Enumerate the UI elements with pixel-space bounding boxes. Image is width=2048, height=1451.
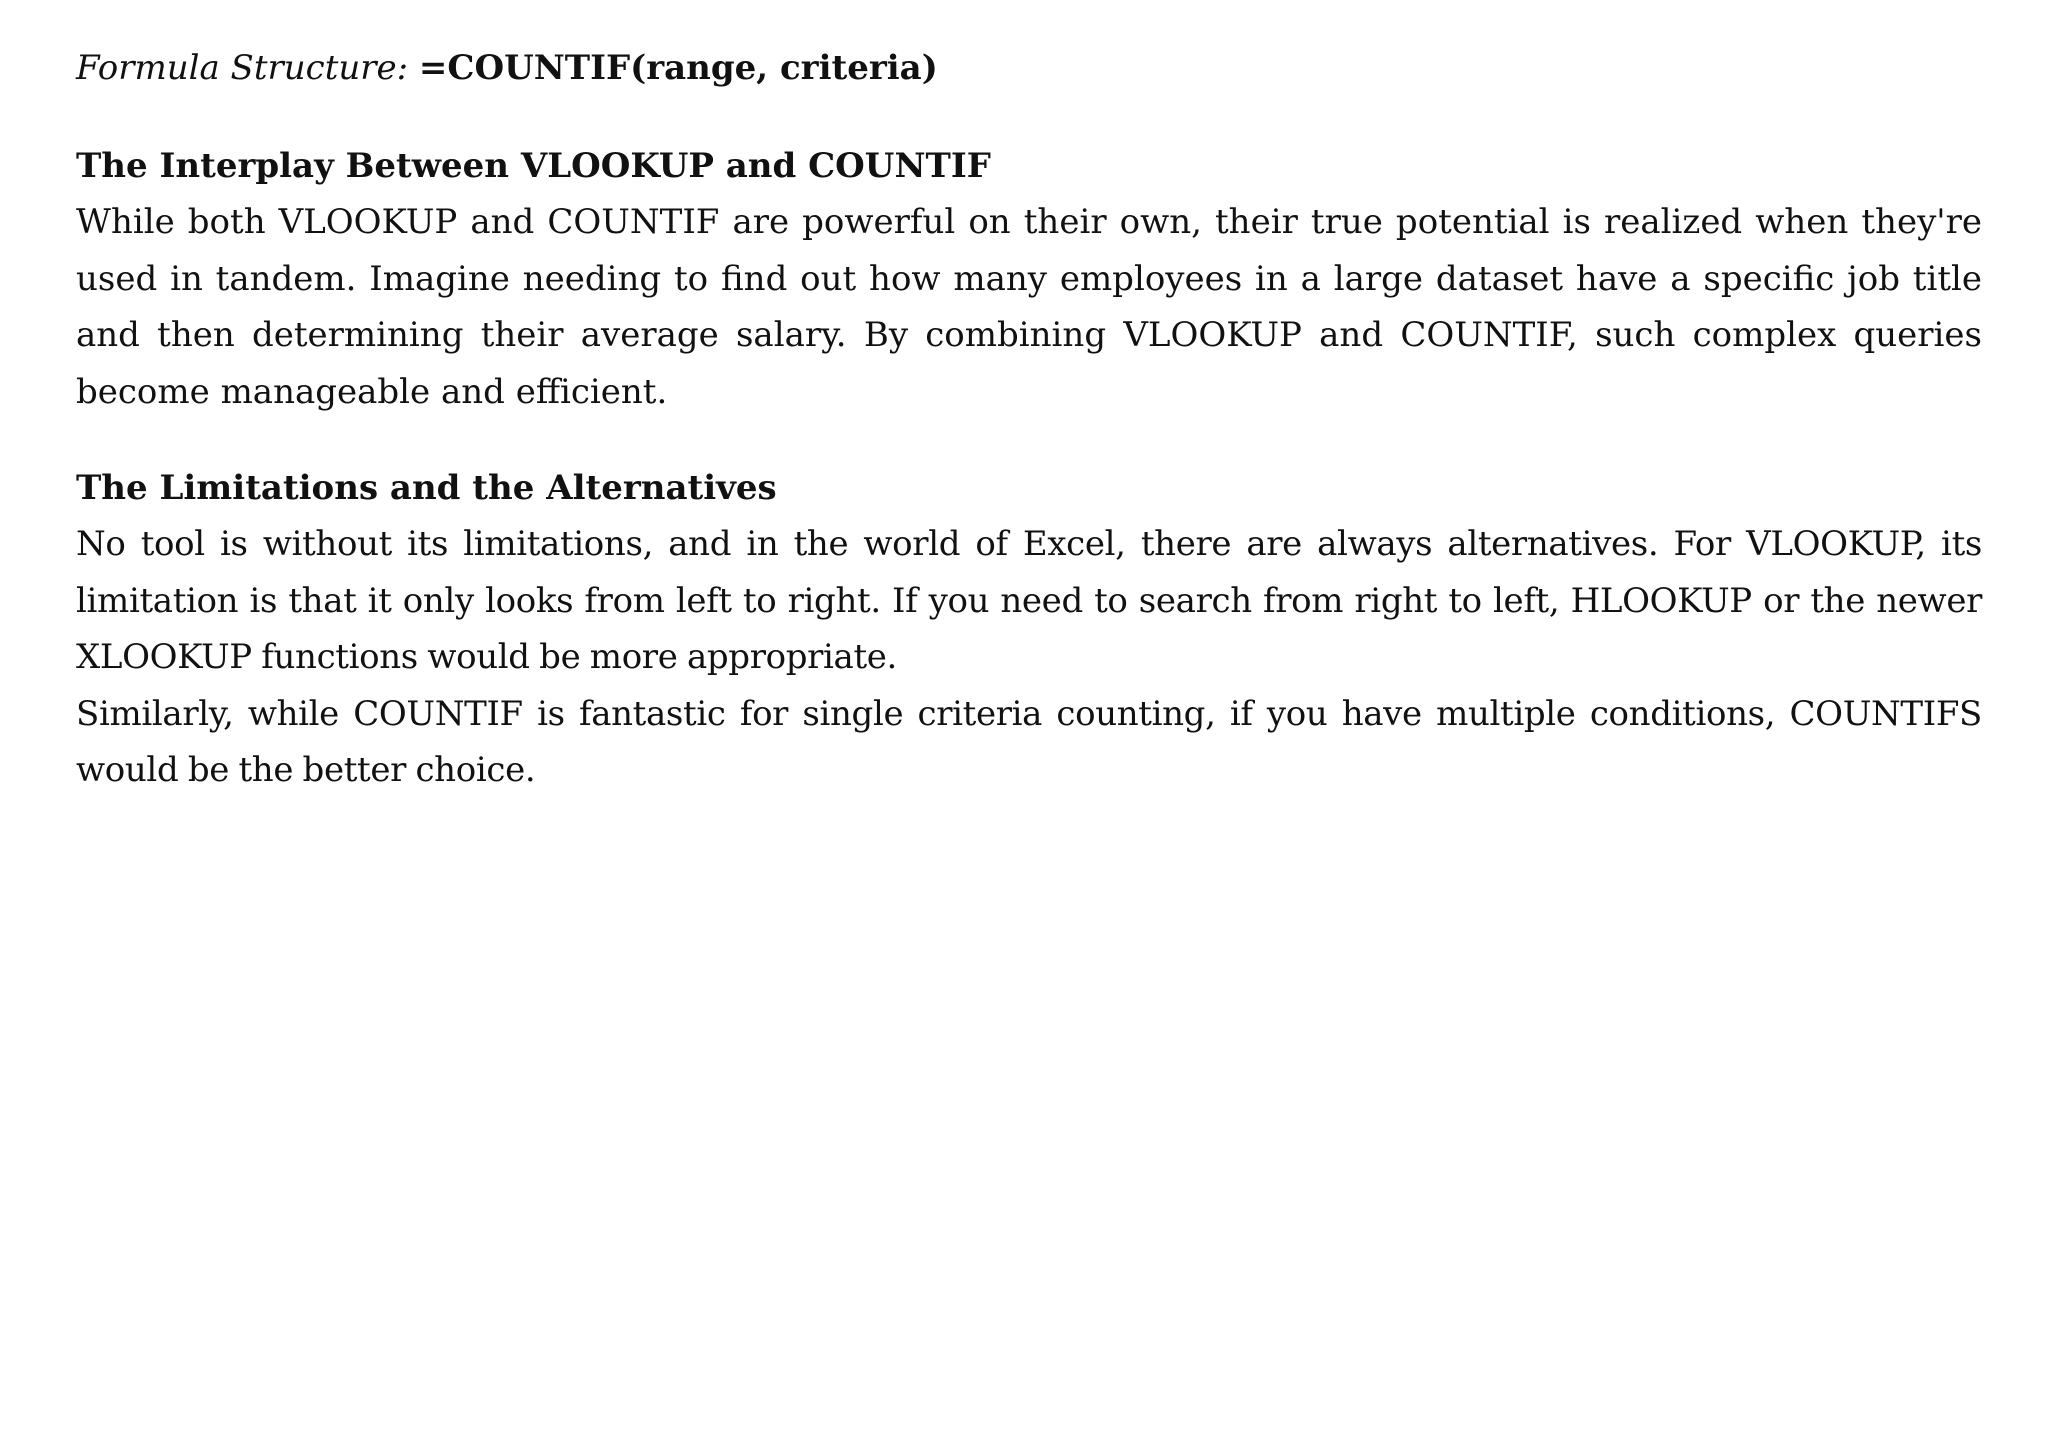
section-paragraph: While both VLOOKUP and COUNTIF are powerful on their own, their true potential is realized when they're used in tandem. Imagine needing to find out how many employees in a large dataset have a specific job title and then determining their average salary. By combining VLOOKUP and COUNTIF, such complex queries become manageable and efficient.	[76, 202, 1982, 412]
section-paragraph: No tool is without its limitations, and in the world of Excel, there are always alternatives. For VLOOKUP, its limitation is that it only looks from left to right. If you need to search from right to left, HLOOKUP or the newer XLOOKUP functions would be more appropriate.	[76, 524, 1982, 677]
section-interplay	[76, 138, 1982, 420]
section-heading: The Limitations and the Alternatives	[76, 468, 777, 508]
section-heading: The Interplay Between VLOOKUP and COUNTIF	[76, 146, 991, 186]
formula-structure-line	[76, 40, 1982, 96]
section-paragraph: Similarly, while COUNTIF is fantastic for single criteria counting, if you have multiple conditions, COUNTIFS would be the better choice.	[76, 693, 1982, 790]
document-page	[76, 40, 1982, 839]
formula-structure-label: Formula Structure:	[76, 48, 409, 88]
section-limitations	[76, 460, 1982, 799]
formula-structure-code: =COUNTIF(range, criteria)	[418, 48, 938, 88]
